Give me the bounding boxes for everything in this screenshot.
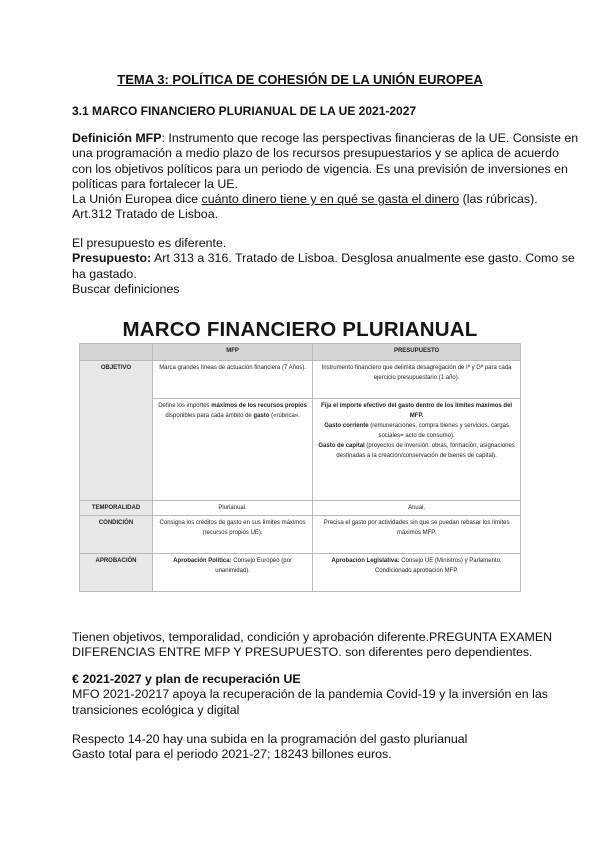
row-header-temporalidad: TEMPORALIDAD [80, 501, 153, 516]
row-header-aprobacion: APROBACIÓN [80, 554, 153, 592]
table-image-title: MARCO FINANCIERO PLURIANUAL [122, 318, 478, 341]
column-header-mfp: MFP [153, 344, 313, 361]
cell-temporalidad-mfp: Plurianual. [153, 501, 313, 516]
cell-objetivo-mfp-1: Marca grandes líneas de actuación financiera (7 Años). [153, 361, 313, 399]
recovery-heading: € 2021-2027 y plan de recuperación UE [72, 672, 301, 686]
recovery-section: € 2021-2027 y plan de recuperación UE MFO 2021-20217 apoya la recuperación de la pandemia Covid-19 y la inversión en las transiciones ecológica y digital [72, 672, 548, 717]
cell-temporalidad-pres: Anual. [313, 501, 521, 516]
cell-objetivo-mfp-2: Define los importes máximos de los recursos propios disponibles para cada ámbito de gasto («rúbrica». [153, 399, 313, 501]
definition-paragraph: Definición MFP: Instrumento que recoge las perspectivas financieras de la UE. Consiste en una programación a medio plazo de los recursos presupuestarios y se aplica de acuerdo con los objetivos políticos para un periodo de vigencia. Es una previsión de inversiones en políticas para fortalecer la UE. La Unión Europea dice cuánto dinero tiene y en qué se gasta el dinero (las rúbricas). Art.312 Tratado de Lisboa. [72, 131, 579, 222]
corner-cell [80, 344, 153, 361]
comparison-table [79, 343, 521, 592]
presupuesto-paragraph: El presupuesto es diferente. Presupuesto: Art 313 a 316. Tratado de Lisboa. Desglosa anualmente ese gasto. Como se ha gastado. Buscar definiciones [72, 236, 575, 296]
cell-condicion-mfp: Consigna los créditos de gasto en sus límites máximos (recursos propios UE). [153, 516, 313, 554]
cell-objetivo-pres-1: Instrumento financiero que delimita desagregación de Iª y Gª para cada ejercicio presupuestario (1 año). [313, 361, 521, 399]
column-header-presupuesto: PRESUPUESTO [313, 344, 521, 361]
comparison-summary: Tienen objetivos, temporalidad, condición y aprobación diferente.PREGUNTA EXAMEN DIFERENCIAS ENTRE MFP Y PRESUPUESTO. son diferentes pero dependientes. [72, 630, 553, 660]
definition-label: Definición MFP [72, 131, 162, 145]
cell-objetivo-pres-2: Fija el importe efectivo del gasto dentro de los límites máximos del MFP. Gasto corriente (remuneraciones, compra bienes y servicios, cargas sociales= acto de consumo). Gasto de capital (proyectos de inversión: obras, formación, asignaciones destinadas a la creación/conservación de bienes de capital). [313, 399, 521, 501]
section-heading-mfp: 3.1 MARCO FINANCIERO PLURIANUAL DE LA UE 2021-2027 [72, 104, 417, 118]
row-header-objetivo: OBJETIVO [80, 361, 153, 501]
cell-aprobacion-pres: Aprobación Legislativa: Consejo UE (Ministros) y Parlamento. Condicionado aprobación MFP. [313, 554, 521, 592]
presupuesto-label: Presupuesto: [72, 251, 152, 266]
cell-condicion-pres: Precisa el gasto por actividades sin que se puedan rebasar los límites máximos MFP. [313, 516, 521, 554]
spending-paragraph: Respecto 14-20 hay una subida en la programación del gasto plurianual Gasto total para el periodo 2021-27; 18243 billones euros. [72, 732, 468, 762]
row-header-condicion: CONDICIÓN [80, 516, 153, 554]
underlined-phrase: cuánto dinero tiene y en qué se gasta el dinero [201, 192, 460, 207]
document-title: TEMA 3: POLÍTICA DE COHESIÓN DE LA UNIÓN EUROPEA [117, 72, 483, 87]
cell-aprobacion-mfp: Aprobación Política: Consejo Europeo (por unanimidad). [153, 554, 313, 592]
